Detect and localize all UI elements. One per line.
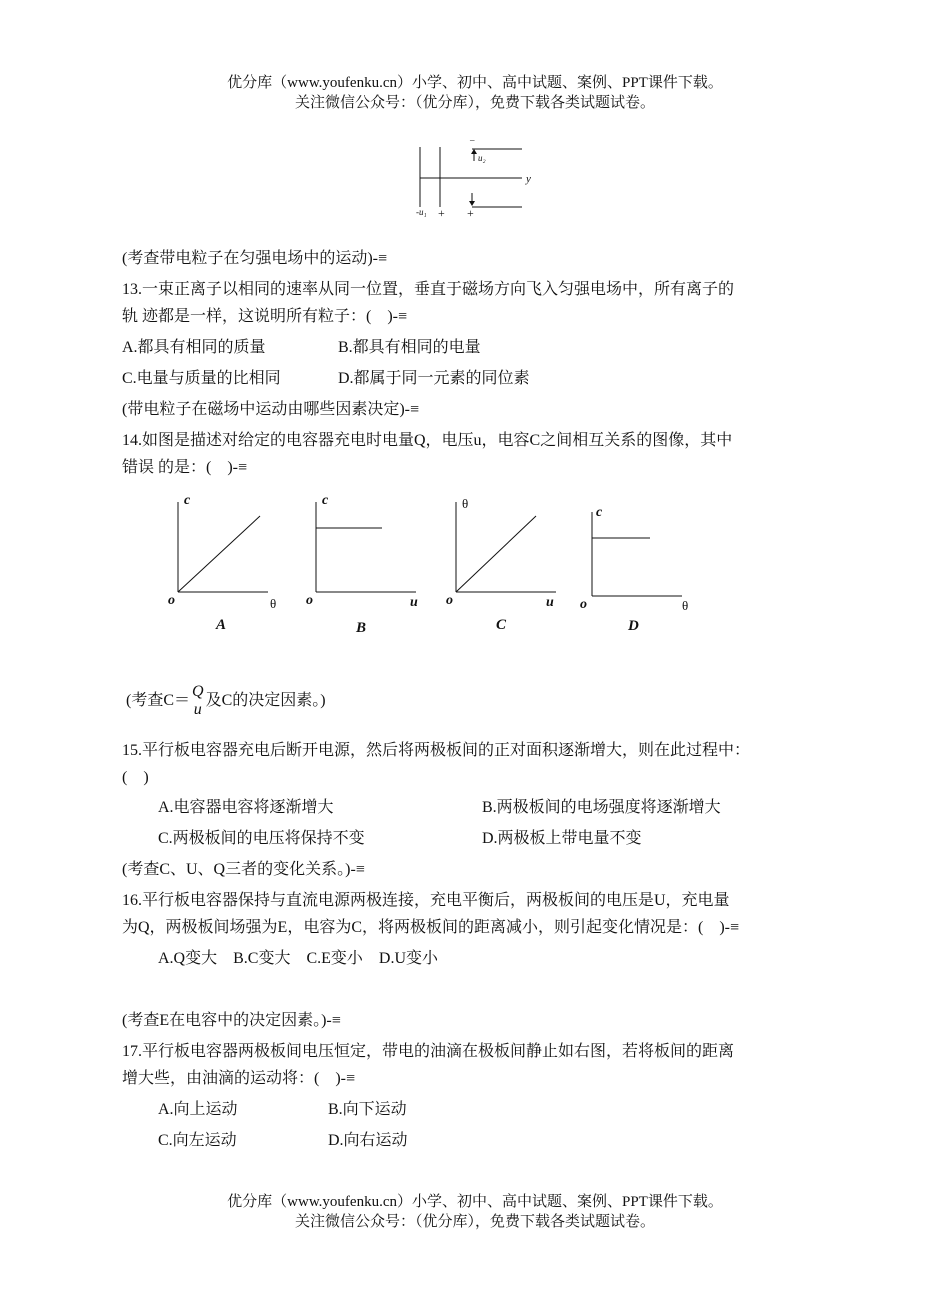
graph-d-y-label: c bbox=[596, 505, 603, 520]
q17-option-d: D.向右运动 bbox=[328, 1132, 408, 1149]
graph-c-origin: o bbox=[446, 593, 453, 608]
q13-option-c: C.电量与质量的比相同 bbox=[122, 370, 281, 387]
q13-option-d: D.都属于同一元素的同位素 bbox=[338, 370, 530, 387]
q15-option-d: D.两极板上带电量不变 bbox=[482, 830, 642, 847]
q15-stem-line-2: ( ) bbox=[122, 769, 149, 786]
plus-label-2: + bbox=[467, 206, 474, 220]
q13-note: (带电粒子在磁场中运动由哪些因素决定)-≡ bbox=[122, 401, 420, 418]
q-over-u-fraction bbox=[192, 683, 204, 719]
q15-option-c: C.两极板间的电压将保持不变 bbox=[158, 830, 365, 847]
q15-note: (考查C、U、Q三者的变化关系。)-≡ bbox=[122, 861, 365, 878]
q13-stem-line-1: 13.一束正离子以相同的速率从同一位置，垂直于磁场方向飞入匀强电场中，所有离子的 bbox=[122, 281, 735, 298]
graph-d bbox=[574, 498, 704, 648]
graph-b-y-label: c bbox=[322, 493, 329, 508]
q14-stem-line-1: 14.如图是描述对给定的电容器充电时电量Q，电压u，电容C之间相互关系的图像，其中 bbox=[122, 432, 733, 449]
graph-d-x-label: θ bbox=[682, 598, 689, 613]
fraction-numerator: Q bbox=[192, 683, 204, 701]
graph-a bbox=[160, 488, 290, 638]
q15-option-a: A.电容器电容将逐渐增大 bbox=[158, 799, 334, 816]
graph-c-x-label: u bbox=[546, 595, 554, 610]
q13-stem-line-2: 轨 迹都是一样，这说明所有粒子：( )-≡ bbox=[122, 308, 408, 325]
minus-sign-label: – bbox=[470, 135, 475, 145]
q15-option-b: B.两极板间的电场强度将逐渐增大 bbox=[482, 799, 721, 816]
graph-a-origin: o bbox=[168, 593, 175, 608]
q16-stem-line-1: 16.平行板电容器保持与直流电源两极连接，充电平衡后，两极板间的电压是U，充电量 bbox=[122, 892, 730, 909]
graph-a-y-label: c bbox=[184, 493, 191, 508]
footer-line-2: 关注微信公众号：（优分库），免费下载各类试题试卷。 bbox=[294, 1214, 655, 1230]
q13-option-b: B.都具有相同的电量 bbox=[338, 339, 481, 356]
q12-note: (考查带电粒子在匀强电场中的运动)-≡ bbox=[122, 250, 388, 267]
graph-b-origin: o bbox=[306, 593, 313, 608]
graph-c-y-label: θ bbox=[462, 496, 469, 511]
q17-option-c: C.向左运动 bbox=[158, 1132, 237, 1149]
q17-stem-line-1: 17.平行板电容器两极板间电压恒定，带电的油滴在极板间静止如右图，若将板间的距离 bbox=[122, 1043, 735, 1060]
q16-note: (考查E在电容中的决定因素。)-≡ bbox=[122, 1012, 341, 1029]
graph-a-caption: A bbox=[216, 617, 227, 633]
q15-stem-line-1: 15.平行板电容器充电后断开电源，然后将两极板间的正对面积逐渐增大，则在此过程中： bbox=[122, 742, 751, 759]
graph-b-caption: B bbox=[356, 620, 367, 636]
graph-c bbox=[438, 488, 568, 638]
q13-option-a: A.都具有相同的质量 bbox=[122, 339, 266, 356]
u2-label: u₂ bbox=[478, 153, 486, 163]
plus-label-1: + bbox=[438, 206, 445, 220]
q14-stem-line-2: 错误 的是：( )-≡ bbox=[122, 459, 248, 476]
q16-options: A.Q变大 B.C变大 C.E变小 D.U变小 bbox=[158, 950, 439, 967]
q16-stem-line-2: 为Q，两极板间场强为E，电容为C，将两极板间的距离减小，则引起变化情况是：( )-≡ bbox=[122, 919, 740, 936]
header-line-2: 关注微信公众号：（优分库），免费下载各类试题试卷。 bbox=[294, 95, 655, 111]
graph-d-origin: o bbox=[580, 597, 587, 612]
q14-note bbox=[126, 683, 326, 719]
q14-note-prefix: (考查C＝ bbox=[126, 692, 191, 709]
q17-stem-line-2: 增大些，由油滴的运动将：( )-≡ bbox=[122, 1070, 356, 1087]
graph-b bbox=[298, 488, 428, 638]
q17-option-b: B.向下运动 bbox=[328, 1101, 407, 1118]
q17-option-a: A.向上运动 bbox=[158, 1101, 238, 1118]
graph-d-caption: D bbox=[628, 618, 639, 634]
u1-label: -u₁ bbox=[416, 207, 427, 217]
footer-line-1: 优分库（www.youfenku.cn）小学、初中、高中试题、案例、PPT课件下载。 bbox=[227, 1194, 723, 1210]
q14-note-suffix: 及C的决定因素。) bbox=[205, 692, 326, 709]
graph-b-x-label: u bbox=[410, 595, 418, 610]
header-line-1: 优分库（www.youfenku.cn）小学、初中、高中试题、案例、PPT课件下载。 bbox=[227, 75, 723, 91]
fraction-denominator: u bbox=[193, 701, 202, 719]
y-axis-label: y bbox=[526, 173, 531, 185]
graph-a-x-label: θ bbox=[270, 596, 277, 611]
graph-c-caption: C bbox=[496, 617, 507, 633]
deflection-diagram bbox=[400, 135, 550, 225]
